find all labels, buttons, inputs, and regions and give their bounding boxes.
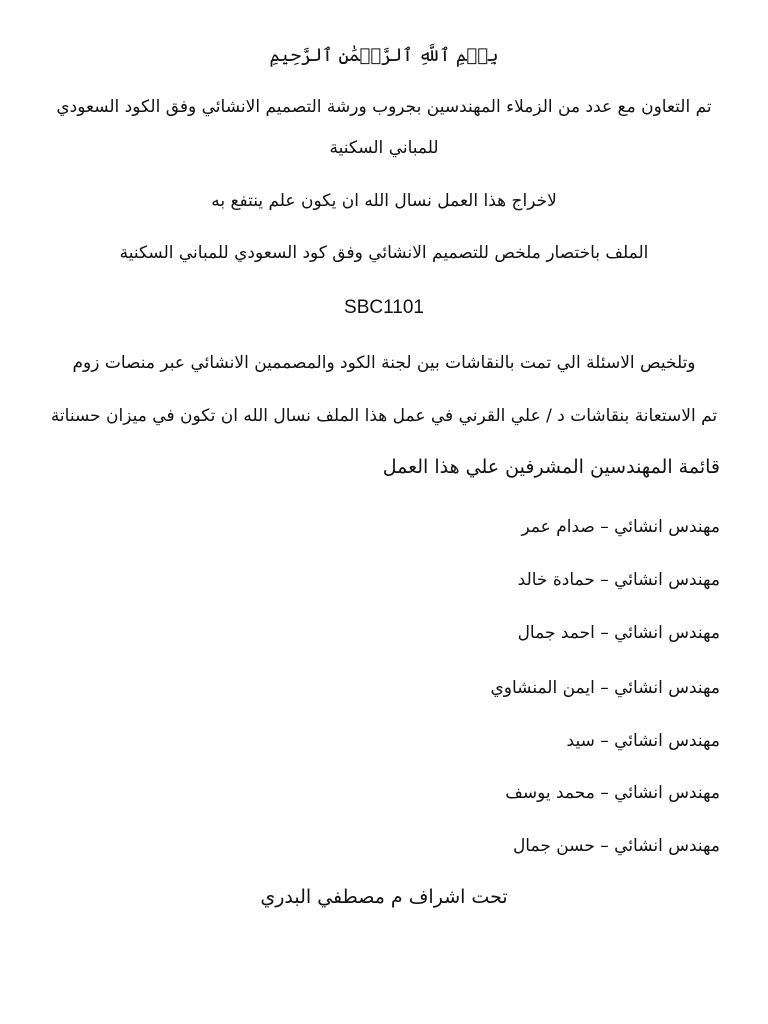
intro-line-5: وتلخيص الاسئلة الي تمت بالنقاشات بين لجنة الكود والمصممين الانشائي عبر منصات زوم [72,353,696,373]
engineer-item: مهندس انشائي – سيد [566,731,720,751]
engineer-item: مهندس انشائي – حمادة خالد [517,570,720,590]
code-number: SBC1101 [344,297,424,318]
intro-line-6: تم الاستعانة بنقاشات د / علي القرني في عمل هذا الملف نسال الله ان تكون في ميزان حسناتة [50,406,718,426]
intro-line-4: الملف باختصار ملخص للتصميم الانشائي وفق كود السعودي للمباني السكنية [119,243,649,263]
intro-line-3: لاخراج هذا العمل نسال الله ان يكون علم ينتفع به [211,191,557,211]
supervisor-line: تحت اشراف م مصطفي البدري [260,886,508,908]
engineer-item: مهندس انشائي – حسن جمال [512,836,720,856]
engineers-heading: قائمة المهندسين المشرفين علي هذا العمل [382,456,720,478]
intro-line-2: للمباني السكنية [329,138,439,158]
basmala: بِسۡمِ ٱللَّهِ ٱلرَّحۡمَٰنِ ٱلرَّحِيمِ [269,45,499,66]
engineer-item: مهندس انشائي – صدام عمر [521,517,720,537]
intro-line-1: تم التعاون مع عدد من الزملاء المهندسين بجروب ورشة التصميم الانشائي وفق الكود السعودي [56,97,712,117]
engineer-item: مهندس انشائي – محمد يوسف [505,783,720,803]
engineer-item: مهندس انشائي – ايمن المنشاوي [490,678,720,698]
engineer-item: مهندس انشائي – احمد جمال [517,623,720,643]
